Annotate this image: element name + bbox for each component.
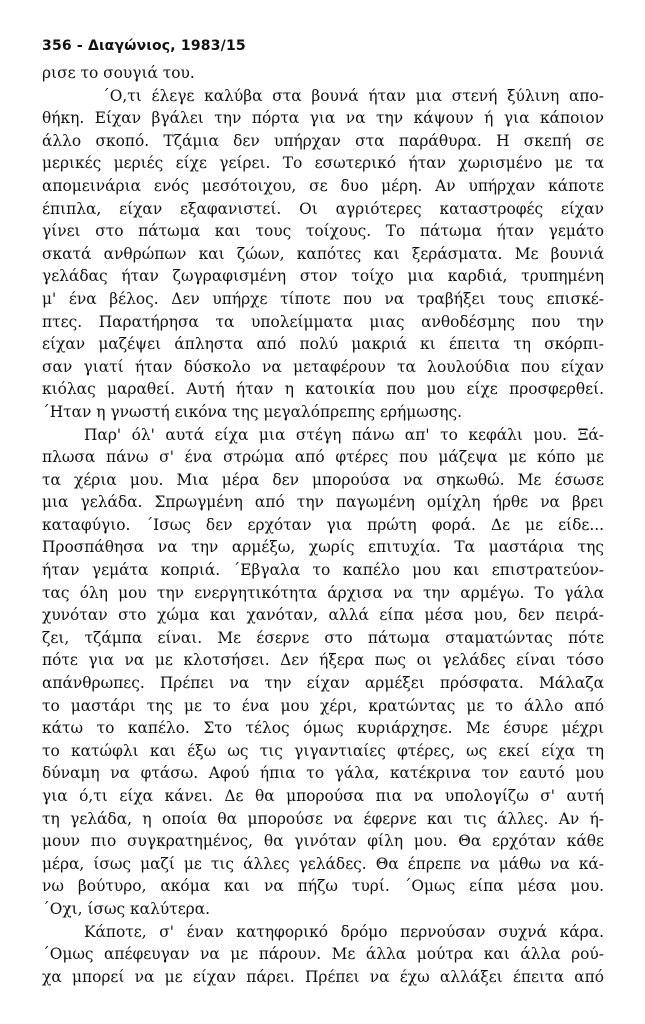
text-line: άλλο σκοπό. Τζάμια δεν υπήρχαν στα παράθυρα. Η σκεπή σε bbox=[42, 131, 604, 150]
text-line: θήκη. Είχαν βγάλει την πόρτα για να την κάψουν ή για κάποιον bbox=[42, 109, 604, 128]
text-line: απομεινάρια ενός μεσότοιχου, σε δυο μέρη. Αν υπήρχαν κάποτε bbox=[42, 176, 604, 195]
text-line: μια γελάδα. Σπρωγμένη από την παγωμένη ομίχλη ήρθε να βρει bbox=[42, 493, 604, 512]
text-line: Παρ' όλ' αυτά είχα μια στέγη πάνω απ' το κεφάλι μου. Ξά- bbox=[84, 425, 604, 444]
body-text bbox=[42, 62, 604, 988]
text-line: απάνθρωπες. Πρέπει να την είχαν αρμέξει πρόσφατα. Μάλαζα bbox=[42, 674, 604, 693]
text-line: πότε για να με κλοτσήσει. Δεν ήξερα πως οι γελάδες είναι τόσο bbox=[42, 651, 604, 670]
text-line: ΄Ηταν η γνωστή εικόνα της μεγαλόπρεπης ερήμωσης. bbox=[42, 402, 463, 421]
text-line: ΄Οχι, ίσως καλύτερα. bbox=[42, 899, 211, 918]
text-line: κιόλας μαραθεί. Αυτή ήταν η κατοικία που μου είχε προσφερθεί. bbox=[42, 380, 604, 399]
text-line: σαν γιατί ήταν δύσκολο να μεταφέρουν τα λουλούδια που είχαν bbox=[42, 357, 604, 376]
text-line: έπιπλα, είχαν εξαφανιστεί. Οι αγριότερες καταστροφές είχαν bbox=[42, 199, 604, 218]
text-line: δύναμη να φτάσω. Αφού ήπια το γάλα, κατέκρινα τον εαυτό μου bbox=[42, 764, 604, 783]
text-line: χα μπορεί να με είχαν πάρει. Πρέπει να έχω αλλάξει έπειτα από bbox=[42, 967, 604, 986]
text-line: τη γελάδα, η οποία θα μπορούσε να έφερνε και τις άλλες. Αν ή- bbox=[42, 809, 604, 828]
text-line: για ό,τι είχα κάνει. Δε θα μπορούσα πια να υπολογίζω σ' αυτή bbox=[42, 787, 604, 805]
text-line: χυνόταν στο χώμα και χανόταν, αλλά είπα μέσα μου, δεν πειρά- bbox=[42, 606, 604, 625]
text-line: νω βούτυρο, ακόμα και να πήζω τυρί. ΄Ομως είπα μέσα μου. bbox=[42, 877, 604, 896]
text-line: είχαν μαζέψει άπληστα από πολύ μακριά κι έπειτα τη σκόρπι- bbox=[42, 335, 604, 354]
text-line: ρισε το σουγιά του. bbox=[42, 64, 195, 82]
page-header: 356 - Διαγώνιος, 1983/15 bbox=[42, 38, 246, 54]
text-line: Προσπάθησα να την αρμέξω, χωρίς επιτυχία. Τα μαστάρια της bbox=[42, 538, 604, 557]
text-line: ήταν γεμάτα κοπριά. ΄Εβγαλα το καπέλο μου και επιστρατεύον- bbox=[42, 561, 604, 580]
text-line: το μαστάρι της με το ένα μου χέρι, κρατώντας με το άλλο από bbox=[42, 696, 604, 715]
text-line: τα χέρια μου. Μια μέρα δεν μπορούσα να σηκωθώ. Με έσωσε bbox=[42, 470, 604, 489]
document-page bbox=[42, 38, 604, 988]
text-line: το κατώφλι και έξω ως τις γιγαντιαίες φτέρες, ως εκεί είχα τη bbox=[42, 741, 604, 760]
text-line: γελάδας ήταν ζωγραφισμένη στον τοίχο μια καρδιά, τρυπημένη bbox=[42, 267, 604, 286]
text-line: καταφύγιο. ΄Ισως δεν ερχόταν για πρώτη φορά. Δε με είδε... bbox=[42, 515, 604, 534]
text-line: μερικές μεριές είχε γείρει. Το εσωτερικό ήταν χωρισμένο με τα bbox=[42, 154, 604, 173]
text-line: τας όλη μου την ενεργητικότητα άρχισα να την αρμέγω. Το γάλα bbox=[42, 583, 604, 602]
text-line: πλωσα πάνω σ' ένα στρώμα από φτέρες που μάζεψα με κόπο με bbox=[42, 448, 604, 467]
text-line: γίνει στο πάτωμα και τους τοίχους. Το πάτωμα ήταν γεμάτο bbox=[42, 222, 604, 241]
text-line: ΄Ομως απέφευγαν να με πάρουν. Με άλλα μούτρα και άλλα ρού- bbox=[42, 945, 604, 964]
text-line: κάτω το καπέλο. Στο τέλος όμως κυριάρχησε. Με έσυρε μέχρι bbox=[42, 719, 604, 738]
text-line: μουν πιο συγκρατημένος, θα γινόταν φίλη μου. Θα ερχόταν κάθε bbox=[42, 832, 604, 851]
text-line: ΄Ο,τι έλεγε καλύβα στα βουνά ήταν μια στενή ξύλινη απο- bbox=[102, 86, 604, 105]
text-line: ζει, τζάμπα είναι. Με έσερνε στο πάτωμα σταματώντας πότε bbox=[42, 628, 604, 647]
text-line: σκατά ανθρώπων και ζώων, καπότες και ξεράσματα. Με βουνιά bbox=[42, 244, 604, 263]
text-line: Κάποτε, σ' έναν κατηφορικό δρόμο περνούσαν συχνά κάρα. bbox=[84, 922, 604, 941]
text-line: μ' ένα βέλος. Δεν υπήρχε τίποτε που να τραβήξει τους επισκέ- bbox=[42, 289, 604, 308]
text-line: μέρα, ίσως μαζί με τις άλλες γελάδες. Θα έπρεπε να μάθω να κά- bbox=[42, 854, 604, 873]
text-line: πτες. Παρατήρησα τα υπολείμματα μιας ανθοδέσμης που την bbox=[42, 312, 604, 331]
